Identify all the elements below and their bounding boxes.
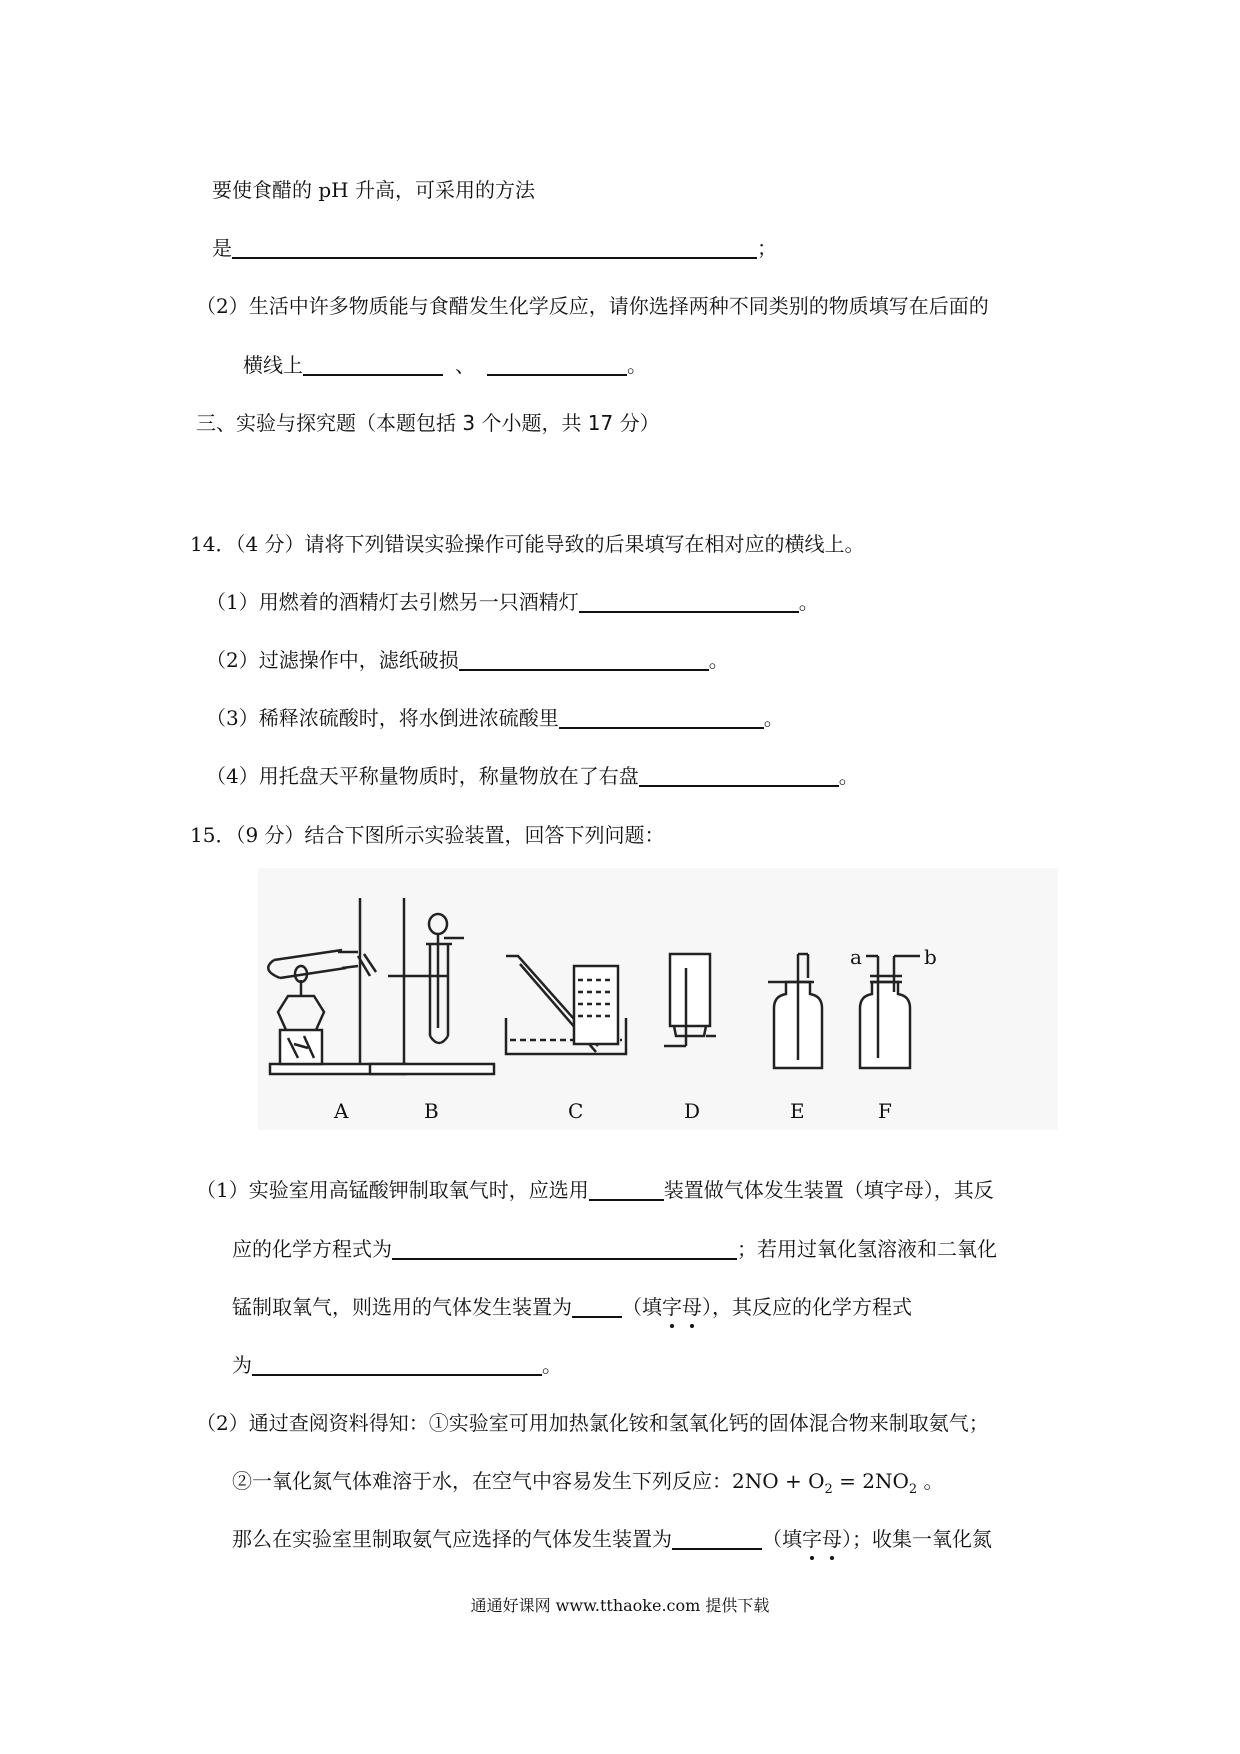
no-reaction-text-c: 。	[917, 1469, 944, 1493]
kmno4-apparatus-blank[interactable]	[589, 1177, 664, 1201]
q15-p1-text-a: （1）实验室用高锰酸钾制取氧气时，应选用	[196, 1178, 589, 1202]
q15-p2-l3-text-b: （填	[762, 1527, 802, 1551]
q14-blank-2[interactable]	[459, 647, 709, 671]
apparatus-label-b: B	[424, 1099, 439, 1123]
q14-item-4-text: （4）用托盘天平称量物质时，称量物放在了右盘	[206, 764, 639, 788]
q14-item-1-end: 。	[798, 590, 819, 614]
q15-part1-line3	[232, 1293, 912, 1321]
o2-subscript: 2	[824, 1482, 833, 1497]
q15-part1-line4	[232, 1351, 562, 1379]
q14-item-3-text: （3）稀释浓硫酸时，将水倒进浓硫酸里	[206, 706, 559, 730]
apparatus-c	[506, 956, 626, 1054]
port-a-label: a	[850, 945, 862, 969]
ph-question-line: 要使食醋的 pH 升高，可采用的方法	[212, 178, 535, 202]
apparatus-e	[768, 954, 822, 1068]
q15-p1-l3-text-c: ），其反应的化学方程式	[702, 1295, 912, 1319]
q15-part2-line3	[232, 1525, 992, 1553]
emphasis-dot-char-1: 字	[662, 1295, 682, 1319]
q15-part2-line2	[232, 1467, 944, 1504]
q14-item-2	[206, 646, 729, 674]
page-footer: 通通好课网 www.tthaoke.com 提供下载	[470, 1596, 770, 1615]
ph-answer-line	[212, 234, 777, 262]
ph-answer-prefix: 是	[212, 236, 232, 260]
q15-p2-l3-text-c: ）；收集一氧化氮	[842, 1527, 992, 1551]
apparatus-label-a: A	[334, 1099, 349, 1123]
q14-blank-3[interactable]	[559, 705, 764, 729]
no-reaction-text-b: = 2NO	[832, 1469, 909, 1493]
q15-p1-l2-text-b: ；若用过氧化氢溶液和二氧化	[737, 1237, 997, 1261]
no-reaction-text-a: ②一氧化氮气体难溶于水，在空气中容易发生下列反应：2NO + O	[232, 1469, 825, 1493]
q15-stem: 15．（9 分）结合下图所示实验装置，回答下列问题：	[190, 823, 665, 847]
apparatus-a	[268, 898, 406, 1074]
no2-subscript: 2	[908, 1482, 918, 1497]
q15-p1-l3-text-b: （填	[622, 1295, 662, 1319]
q13-part2-end: 。	[627, 353, 647, 377]
q15-part1-line2	[232, 1235, 997, 1263]
emphasis-dot-char-3: 字	[802, 1527, 822, 1551]
emphasis-dot-char-4: 母	[822, 1527, 842, 1551]
q14-item-3	[206, 704, 784, 732]
apparatus-f	[860, 956, 920, 1068]
apparatus-label-f: F	[878, 1099, 892, 1123]
q15-p1-l4-text-a: 为	[232, 1353, 252, 1377]
q15-part1-line1	[196, 1176, 994, 1204]
q15-part2-line1: （2）通过查阅资料得知：①实验室可用加热氯化铵和氢氧化钙的固体混合物来制取氨气；	[196, 1411, 989, 1435]
q14-item-1	[206, 588, 819, 616]
section-3-title: 三、实验与探究题（本题包括 3 个小题，共 17 分）	[196, 411, 660, 435]
q14-item-1-text: （1）用燃着的酒精灯去引燃另一只酒精灯	[206, 590, 579, 614]
q14-blank-4[interactable]	[639, 763, 839, 787]
h2o2-apparatus-blank[interactable]	[572, 1294, 622, 1318]
q15-p1-l2-text-a: 应的化学方程式为	[232, 1237, 392, 1261]
apparatus-label-c: C	[568, 1099, 584, 1123]
ammonia-apparatus-blank[interactable]	[672, 1526, 762, 1550]
q15-p2-l3-text-a: 那么在实验室里制取氨气应选择的气体发生装置为	[232, 1527, 672, 1551]
emphasis-dot-char-2: 母	[682, 1295, 702, 1319]
h2o2-equation-blank[interactable]	[252, 1352, 542, 1376]
q14-item-4-end: 。	[838, 764, 859, 788]
apparatus-b	[370, 898, 494, 1074]
q14-blank-1[interactable]	[579, 589, 799, 613]
q15-p1-text-b: 装置做气体发生装置（填字母），其反	[663, 1178, 994, 1202]
q14-stem: 14．（4 分）请将下列错误实验操作可能导致的后果填写在相对应的横线上。	[190, 532, 865, 556]
q13-part2-prefix: 横线上	[243, 353, 303, 377]
q13-part2-line1: （2）生活中许多物质能与食醋发生化学反应，请你选择两种不同类别的物质填写在后面的	[196, 294, 989, 318]
substance-blank-2[interactable]	[487, 352, 627, 376]
ph-method-blank[interactable]	[232, 235, 757, 259]
ph-answer-suffix: ；	[757, 236, 777, 260]
q14-item-4	[206, 762, 859, 790]
substance-blank-1[interactable]	[303, 352, 443, 376]
q14-item-2-end: 。	[708, 648, 729, 672]
lab-apparatus-figure	[258, 868, 1058, 1130]
apparatus-label-e: E	[790, 1099, 805, 1123]
q14-item-3-end: 。	[763, 706, 784, 730]
q15-p1-l4-text-b: 。	[542, 1353, 562, 1377]
q15-p1-l3-text-a: 锰制取氧气，则选用的气体发生装置为	[232, 1295, 572, 1319]
port-b-label: b	[924, 945, 937, 969]
q14-item-2-text: （2）过滤操作中，滤纸破损	[206, 648, 459, 672]
apparatus-label-d: D	[684, 1099, 701, 1123]
q13-part2-line2	[243, 351, 647, 379]
q13-part2-separator: 、	[455, 353, 475, 377]
apparatus-d	[664, 954, 716, 1046]
kmno4-equation-blank[interactable]	[392, 1236, 737, 1260]
